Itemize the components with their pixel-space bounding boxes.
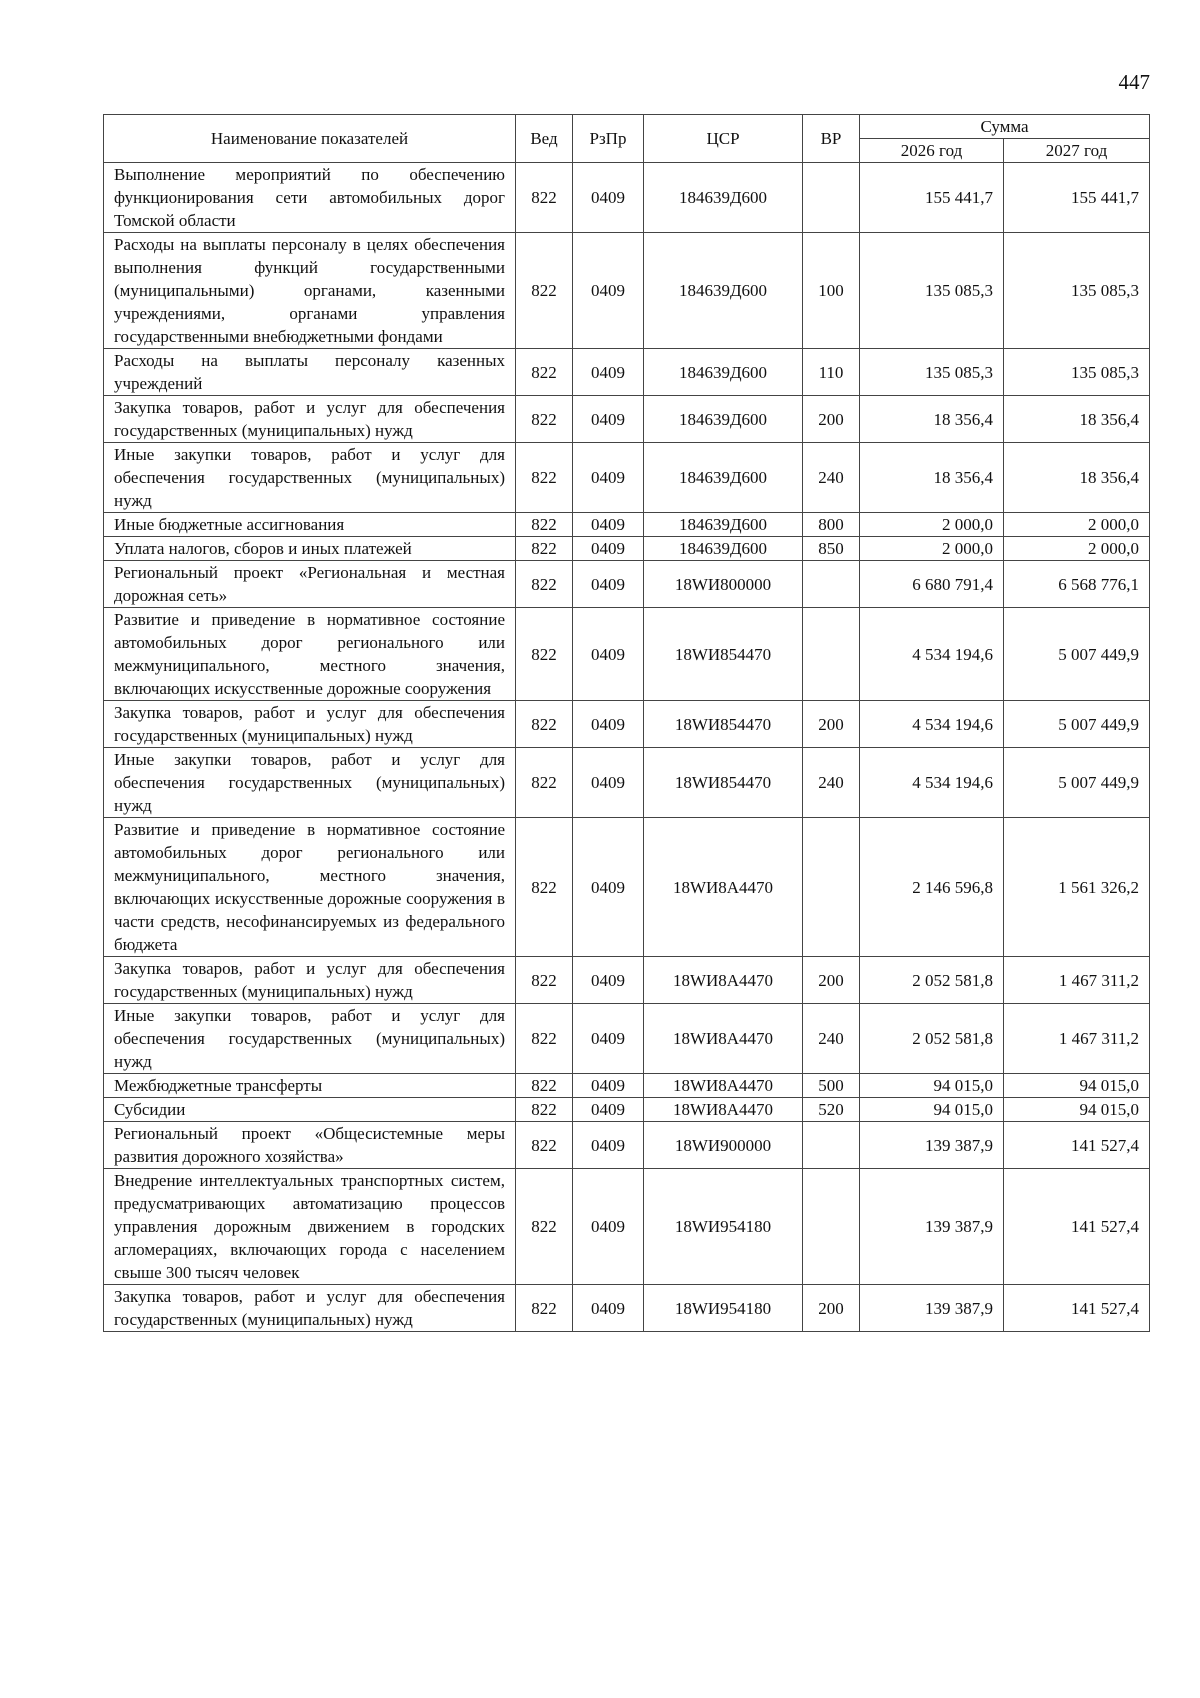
row-2027-cell: 1 467 311,2 bbox=[1004, 957, 1150, 1004]
row-csr-cell: 184639Д600 bbox=[644, 396, 803, 443]
table-row bbox=[104, 1169, 1150, 1285]
table-row bbox=[104, 163, 1150, 233]
row-ved-cell: 822 bbox=[516, 1169, 573, 1285]
row-csr-cell: 184639Д600 bbox=[644, 349, 803, 396]
row-name-cell: Иные бюджетные ассигнования bbox=[104, 513, 516, 537]
row-2027-cell: 141 527,4 bbox=[1004, 1122, 1150, 1169]
table-row bbox=[104, 1074, 1150, 1098]
row-csr-cell: 18WИ954180 bbox=[644, 1285, 803, 1332]
row-csr-cell: 18WИ8А4470 bbox=[644, 818, 803, 957]
page-number: 447 bbox=[1118, 70, 1150, 94]
row-csr-cell: 18WИ854470 bbox=[644, 748, 803, 818]
row-csr-cell: 18WИ854470 bbox=[644, 608, 803, 701]
row-ved-cell: 822 bbox=[516, 396, 573, 443]
row-csr-cell: 184639Д600 bbox=[644, 163, 803, 233]
row-name-cell: Закупка товаров, работ и услуг для обеспечения государственных (муниципальных) нужд bbox=[104, 957, 516, 1004]
row-csr-cell: 18WИ8А4470 bbox=[644, 1074, 803, 1098]
row-2027-cell: 1 467 311,2 bbox=[1004, 1004, 1150, 1074]
row-rzpr-cell: 0409 bbox=[573, 349, 644, 396]
row-2026-cell: 94 015,0 bbox=[860, 1098, 1004, 1122]
row-2026-cell: 139 387,9 bbox=[860, 1169, 1004, 1285]
row-2026-cell: 94 015,0 bbox=[860, 1074, 1004, 1098]
row-2027-cell: 155 441,7 bbox=[1004, 163, 1150, 233]
row-ved-cell: 822 bbox=[516, 1004, 573, 1074]
row-2027-cell: 135 085,3 bbox=[1004, 233, 1150, 349]
row-vr-cell bbox=[803, 818, 860, 957]
table-row bbox=[104, 443, 1150, 513]
row-2026-cell: 155 441,7 bbox=[860, 163, 1004, 233]
table-row bbox=[104, 537, 1150, 561]
row-rzpr-cell: 0409 bbox=[573, 748, 644, 818]
row-2026-cell: 139 387,9 bbox=[860, 1122, 1004, 1169]
row-2027-cell: 141 527,4 bbox=[1004, 1285, 1150, 1332]
row-2026-cell: 18 356,4 bbox=[860, 396, 1004, 443]
header-ved: Вед bbox=[516, 115, 573, 163]
row-ved-cell: 822 bbox=[516, 537, 573, 561]
table-row bbox=[104, 1004, 1150, 1074]
row-csr-cell: 184639Д600 bbox=[644, 443, 803, 513]
row-vr-cell bbox=[803, 1169, 860, 1285]
row-vr-cell bbox=[803, 163, 860, 233]
row-2027-cell: 1 561 326,2 bbox=[1004, 818, 1150, 957]
row-ved-cell: 822 bbox=[516, 349, 573, 396]
table-header bbox=[104, 115, 1150, 163]
row-rzpr-cell: 0409 bbox=[573, 233, 644, 349]
row-name-cell: Иные закупки товаров, работ и услуг для обеспечения государственных (муниципальных) нужд bbox=[104, 443, 516, 513]
row-ved-cell: 822 bbox=[516, 1074, 573, 1098]
row-vr-cell: 520 bbox=[803, 1098, 860, 1122]
row-2026-cell: 135 085,3 bbox=[860, 233, 1004, 349]
row-ved-cell: 822 bbox=[516, 957, 573, 1004]
header-2026: 2026 год bbox=[860, 139, 1004, 163]
row-2027-cell: 135 085,3 bbox=[1004, 349, 1150, 396]
table-row bbox=[104, 1285, 1150, 1332]
row-csr-cell: 18WИ8А4470 bbox=[644, 1098, 803, 1122]
row-2026-cell: 2 052 581,8 bbox=[860, 1004, 1004, 1074]
row-rzpr-cell: 0409 bbox=[573, 1122, 644, 1169]
table-row bbox=[104, 701, 1150, 748]
row-rzpr-cell: 0409 bbox=[573, 1285, 644, 1332]
table-row bbox=[104, 608, 1150, 701]
row-ved-cell: 822 bbox=[516, 163, 573, 233]
row-csr-cell: 184639Д600 bbox=[644, 513, 803, 537]
row-csr-cell: 18WИ800000 bbox=[644, 561, 803, 608]
header-rzpr: РзПр bbox=[573, 115, 644, 163]
row-rzpr-cell: 0409 bbox=[573, 701, 644, 748]
header-csr: ЦСР bbox=[644, 115, 803, 163]
table-row bbox=[104, 233, 1150, 349]
row-vr-cell: 100 bbox=[803, 233, 860, 349]
row-rzpr-cell: 0409 bbox=[573, 608, 644, 701]
row-csr-cell: 184639Д600 bbox=[644, 233, 803, 349]
row-vr-cell: 200 bbox=[803, 957, 860, 1004]
row-rzpr-cell: 0409 bbox=[573, 1169, 644, 1285]
row-name-cell: Иные закупки товаров, работ и услуг для обеспечения государственных (муниципальных) нужд bbox=[104, 1004, 516, 1074]
row-2027-cell: 94 015,0 bbox=[1004, 1098, 1150, 1122]
row-vr-cell: 240 bbox=[803, 443, 860, 513]
row-rzpr-cell: 0409 bbox=[573, 818, 644, 957]
row-rzpr-cell: 0409 bbox=[573, 1004, 644, 1074]
table-row bbox=[104, 1098, 1150, 1122]
row-ved-cell: 822 bbox=[516, 748, 573, 818]
row-vr-cell: 240 bbox=[803, 1004, 860, 1074]
row-name-cell: Закупка товаров, работ и услуг для обеспечения государственных (муниципальных) нужд bbox=[104, 396, 516, 443]
row-rzpr-cell: 0409 bbox=[573, 1098, 644, 1122]
row-ved-cell: 822 bbox=[516, 1285, 573, 1332]
row-rzpr-cell: 0409 bbox=[573, 537, 644, 561]
row-name-cell: Развитие и приведение в нормативное состояние автомобильных дорог регионального или межмуниципального, местного значения, включающих искусственные дорожные сооружения в части средств, несофинансируемых из федерального бюджета bbox=[104, 818, 516, 957]
budget-table bbox=[103, 114, 1150, 1332]
row-2027-cell: 6 568 776,1 bbox=[1004, 561, 1150, 608]
row-csr-cell: 18WИ8А4470 bbox=[644, 957, 803, 1004]
row-name-cell: Закупка товаров, работ и услуг для обеспечения государственных (муниципальных) нужд bbox=[104, 701, 516, 748]
row-vr-cell: 200 bbox=[803, 1285, 860, 1332]
row-name-cell: Развитие и приведение в нормативное состояние автомобильных дорог регионального или межмуниципального, местного значения, включающих искусственные дорожные сооружения bbox=[104, 608, 516, 701]
row-name-cell: Закупка товаров, работ и услуг для обеспечения государственных (муниципальных) нужд bbox=[104, 1285, 516, 1332]
row-vr-cell: 500 bbox=[803, 1074, 860, 1098]
row-ved-cell: 822 bbox=[516, 513, 573, 537]
header-name: Наименование показателей bbox=[104, 115, 516, 163]
row-rzpr-cell: 0409 bbox=[573, 513, 644, 537]
header-vr: ВР bbox=[803, 115, 860, 163]
row-name-cell: Межбюджетные трансферты bbox=[104, 1074, 516, 1098]
row-2026-cell: 4 534 194,6 bbox=[860, 701, 1004, 748]
table-row bbox=[104, 349, 1150, 396]
row-csr-cell: 18WИ954180 bbox=[644, 1169, 803, 1285]
row-ved-cell: 822 bbox=[516, 818, 573, 957]
table-row bbox=[104, 748, 1150, 818]
row-name-cell: Выполнение мероприятий по обеспечению функционирования сети автомобильных дорог Томской области bbox=[104, 163, 516, 233]
row-csr-cell: 184639Д600 bbox=[644, 537, 803, 561]
row-2026-cell: 4 534 194,6 bbox=[860, 748, 1004, 818]
row-2027-cell: 5 007 449,9 bbox=[1004, 748, 1150, 818]
row-ved-cell: 822 bbox=[516, 608, 573, 701]
header-sum: Сумма bbox=[860, 115, 1150, 139]
row-rzpr-cell: 0409 bbox=[573, 443, 644, 513]
row-name-cell: Иные закупки товаров, работ и услуг для обеспечения государственных (муниципальных) нужд bbox=[104, 748, 516, 818]
row-name-cell: Расходы на выплаты персоналу казенных учреждений bbox=[104, 349, 516, 396]
row-rzpr-cell: 0409 bbox=[573, 396, 644, 443]
row-2026-cell: 18 356,4 bbox=[860, 443, 1004, 513]
table-row bbox=[104, 396, 1150, 443]
row-rzpr-cell: 0409 bbox=[573, 163, 644, 233]
row-2026-cell: 6 680 791,4 bbox=[860, 561, 1004, 608]
row-2027-cell: 18 356,4 bbox=[1004, 443, 1150, 513]
row-2026-cell: 2 146 596,8 bbox=[860, 818, 1004, 957]
row-csr-cell: 18WИ8А4470 bbox=[644, 1004, 803, 1074]
row-rzpr-cell: 0409 bbox=[573, 561, 644, 608]
row-name-cell: Внедрение интеллектуальных транспортных систем, предусматривающих автоматизацию процессов управления дорожным движением в городских агломерациях, включающих города с населением свыше 300 тысяч человек bbox=[104, 1169, 516, 1285]
header-2027: 2027 год bbox=[1004, 139, 1150, 163]
table-row bbox=[104, 561, 1150, 608]
table-row bbox=[104, 818, 1150, 957]
row-2026-cell: 2 052 581,8 bbox=[860, 957, 1004, 1004]
row-2026-cell: 2 000,0 bbox=[860, 537, 1004, 561]
row-vr-cell: 200 bbox=[803, 396, 860, 443]
row-ved-cell: 822 bbox=[516, 701, 573, 748]
row-2026-cell: 2 000,0 bbox=[860, 513, 1004, 537]
row-ved-cell: 822 bbox=[516, 233, 573, 349]
row-vr-cell bbox=[803, 608, 860, 701]
row-ved-cell: 822 bbox=[516, 443, 573, 513]
row-ved-cell: 822 bbox=[516, 561, 573, 608]
row-rzpr-cell: 0409 bbox=[573, 1074, 644, 1098]
row-vr-cell bbox=[803, 1122, 860, 1169]
row-2027-cell: 141 527,4 bbox=[1004, 1169, 1150, 1285]
row-csr-cell: 18WИ854470 bbox=[644, 701, 803, 748]
row-vr-cell: 110 bbox=[803, 349, 860, 396]
row-vr-cell: 240 bbox=[803, 748, 860, 818]
row-name-cell: Субсидии bbox=[104, 1098, 516, 1122]
row-2027-cell: 2 000,0 bbox=[1004, 537, 1150, 561]
row-vr-cell: 200 bbox=[803, 701, 860, 748]
row-2027-cell: 94 015,0 bbox=[1004, 1074, 1150, 1098]
row-2026-cell: 135 085,3 bbox=[860, 349, 1004, 396]
table-body bbox=[104, 163, 1150, 1332]
row-name-cell: Региональный проект «Общесистемные меры развития дорожного хозяйства» bbox=[104, 1122, 516, 1169]
row-name-cell: Региональный проект «Региональная и местная дорожная сеть» bbox=[104, 561, 516, 608]
row-rzpr-cell: 0409 bbox=[573, 957, 644, 1004]
row-2026-cell: 139 387,9 bbox=[860, 1285, 1004, 1332]
row-2027-cell: 18 356,4 bbox=[1004, 396, 1150, 443]
row-ved-cell: 822 bbox=[516, 1122, 573, 1169]
row-ved-cell: 822 bbox=[516, 1098, 573, 1122]
table-row bbox=[104, 1122, 1150, 1169]
row-name-cell: Уплата налогов, сборов и иных платежей bbox=[104, 537, 516, 561]
row-vr-cell: 800 bbox=[803, 513, 860, 537]
row-name-cell: Расходы на выплаты персоналу в целях обеспечения выполнения функций государственными (муниципальными) органами, казенными учреждениями, органами управления государственными внебюджетными фондами bbox=[104, 233, 516, 349]
row-vr-cell: 850 bbox=[803, 537, 860, 561]
table-row bbox=[104, 513, 1150, 537]
row-vr-cell bbox=[803, 561, 860, 608]
row-2027-cell: 5 007 449,9 bbox=[1004, 608, 1150, 701]
row-2026-cell: 4 534 194,6 bbox=[860, 608, 1004, 701]
row-csr-cell: 18WИ900000 bbox=[644, 1122, 803, 1169]
row-2027-cell: 2 000,0 bbox=[1004, 513, 1150, 537]
row-2027-cell: 5 007 449,9 bbox=[1004, 701, 1150, 748]
table-row bbox=[104, 957, 1150, 1004]
